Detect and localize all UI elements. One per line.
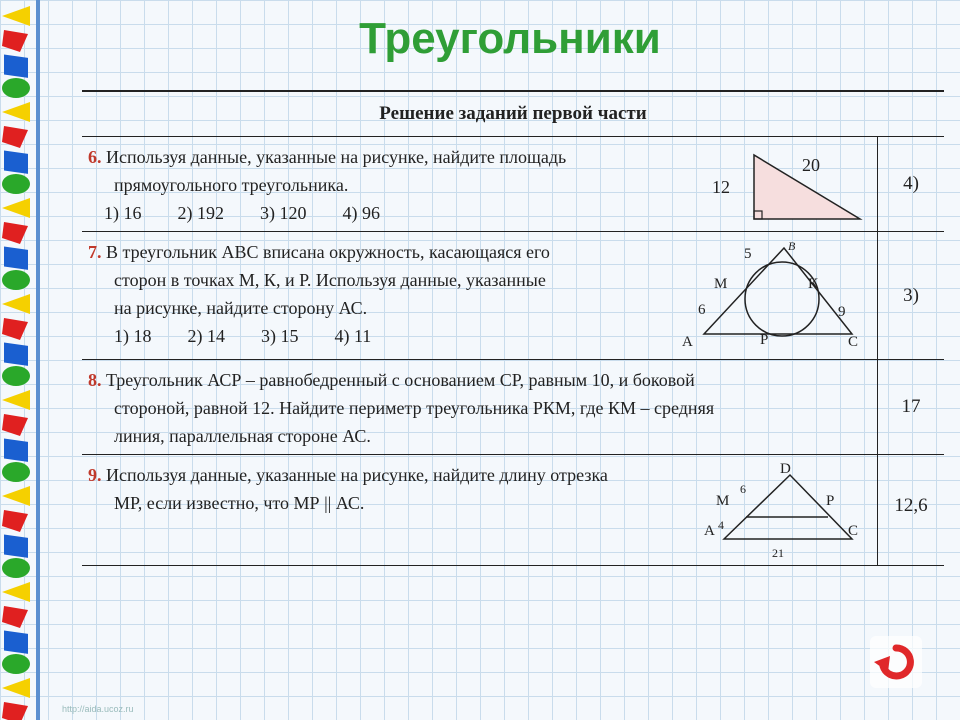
point-m: М xyxy=(714,276,728,292)
decorative-shape xyxy=(2,294,30,314)
decorative-shape xyxy=(2,174,30,194)
decorative-shape xyxy=(2,558,30,578)
task-text: сторон в точках М, К, и Р. Используя данные, указанные xyxy=(114,270,546,290)
page-title: Треугольники xyxy=(359,14,661,63)
point-p: Р xyxy=(760,332,769,348)
segment-6: 6 xyxy=(698,302,706,318)
answer-6: 4) xyxy=(878,137,944,232)
undo-arrow-icon xyxy=(870,636,922,688)
parallel-segment-figure xyxy=(700,461,880,561)
vertex-c: С xyxy=(848,334,859,350)
task-9-cell xyxy=(82,455,878,566)
hypotenuse-label: 20 xyxy=(802,155,820,175)
decorative-shape xyxy=(4,151,28,174)
decorative-shape xyxy=(2,654,30,674)
vertex-a: А xyxy=(682,334,693,350)
decorative-shape xyxy=(2,510,28,532)
point-k: К xyxy=(808,276,819,292)
task-8-cell xyxy=(82,360,878,455)
task-text: МР, если известно, что МР || АС. xyxy=(114,493,365,513)
right-triangle-figure xyxy=(702,147,872,227)
task-text: линия, параллельная стороне АС. xyxy=(114,426,371,446)
answer-9: 12,6 xyxy=(878,455,944,566)
decorative-shape xyxy=(2,582,30,602)
task-text: прямоугольного треугольника. xyxy=(114,175,349,195)
task-number: 6. xyxy=(88,147,102,167)
segment-5: 5 xyxy=(744,246,752,262)
back-button[interactable] xyxy=(870,636,922,688)
decorative-shape xyxy=(2,702,28,720)
task-text: Треугольник АСР – равнобедренный с основанием СР, равным 10, и боковой xyxy=(106,370,695,390)
base-21: 21 xyxy=(772,546,784,560)
vertex-b: В xyxy=(788,239,796,253)
decorative-shape xyxy=(2,78,30,98)
task-options: 1) 16 2) 192 3) 120 4) 96 xyxy=(104,203,380,223)
decorative-shape xyxy=(2,462,30,482)
task-number: 7. xyxy=(88,242,102,262)
segment-9: 9 xyxy=(838,304,846,320)
task-text: Используя данные, указанные на рисунке, найдите длину отрезка xyxy=(106,465,608,485)
answer-8: 17 xyxy=(878,360,944,455)
decorative-shape xyxy=(4,439,28,462)
vertex-c: C xyxy=(848,523,859,539)
decorative-shape xyxy=(2,678,30,698)
task-6-cell xyxy=(82,137,878,232)
decorative-shape xyxy=(4,535,28,558)
decorative-shape xyxy=(2,390,30,410)
decorative-shape xyxy=(2,486,30,506)
incircle-triangle-figure xyxy=(674,236,874,352)
vertex-a: A xyxy=(704,523,715,539)
vertical-divider xyxy=(36,0,40,720)
decorative-shape xyxy=(2,198,30,218)
vertex-d: D xyxy=(780,461,791,477)
task-text: В треугольник АВС вписана окружность, касающаяся его xyxy=(106,242,550,262)
task-text: Используя данные, указанные на рисунке, найдите площадь xyxy=(106,147,567,167)
decorative-shape xyxy=(2,270,30,290)
decorative-shape xyxy=(2,366,30,386)
footer-url: http://aida.ucoz.ru xyxy=(62,704,134,714)
decorative-shape xyxy=(4,247,28,270)
segment-6: 6 xyxy=(740,482,746,496)
decorative-shapes-strip xyxy=(0,0,40,720)
decorative-shape xyxy=(2,222,28,244)
decorative-shape xyxy=(4,631,28,654)
decorative-shape xyxy=(2,318,28,340)
task-number: 9. xyxy=(88,465,102,485)
leg-label: 12 xyxy=(712,177,730,197)
decorative-shape xyxy=(4,343,28,366)
decorative-shape xyxy=(2,606,28,628)
answer-7: 3) xyxy=(878,232,944,360)
task-text: на рисунке, найдите сторону АС. xyxy=(114,298,368,318)
task-options: 1) 18 2) 14 3) 15 4) 11 xyxy=(114,326,372,346)
task-text: стороной, равной 12. Найдите периметр треугольника РКМ, где КМ – средняя xyxy=(114,398,715,418)
decorative-shape xyxy=(2,414,28,436)
point-m: M xyxy=(716,493,730,509)
decorative-shape xyxy=(2,102,30,122)
point-p: P xyxy=(826,493,835,509)
task-number: 8. xyxy=(88,370,102,390)
inscribed-circle xyxy=(745,262,819,336)
decorative-shape xyxy=(2,126,28,148)
tasks-table xyxy=(82,90,944,566)
table-header: Решение заданий первой части xyxy=(82,91,944,137)
segment-4: 4 xyxy=(718,518,724,532)
task-7-cell xyxy=(82,232,878,360)
